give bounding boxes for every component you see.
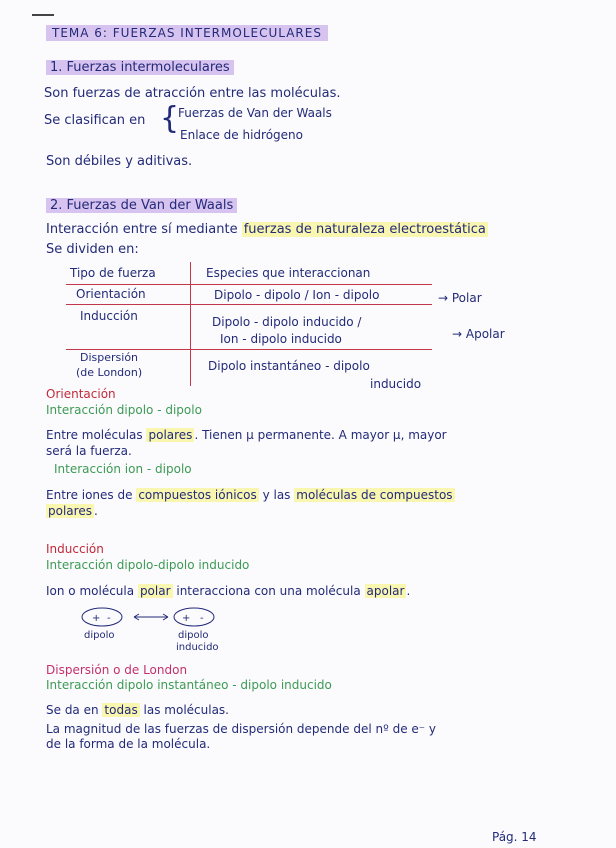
section-1-definition: Son fuerzas de atracción entre las moléculas. <box>44 86 341 101</box>
induction-line-1-mid: interacciona con una molécula <box>176 584 361 598</box>
orientation-ion-line-1-mid: y las <box>262 488 291 502</box>
dispersion-line-1-post: las moléculas. <box>143 703 229 717</box>
page-title-text: TEMA 6: FUERZAS INTERMOLECULARES <box>46 25 328 41</box>
orientation-ion-line-1 <box>46 488 455 502</box>
section-1-heading-text: 1. Fuerzas intermoleculares <box>46 60 234 75</box>
orientation-subheading-dipole: Interacción dipolo - dipolo <box>46 403 202 417</box>
section-1-heading <box>46 60 234 75</box>
table-row1-rule <box>66 304 432 305</box>
dipole-diagram <box>76 604 226 630</box>
dispersion-all-highlight: todas <box>104 703 138 717</box>
diagram-label-induced-2: inducido <box>176 642 219 653</box>
orientation-heading: Orientación <box>46 387 116 401</box>
orientation-ion-molecules-highlight: moléculas de compuestos <box>296 488 453 502</box>
induction-apolar-highlight: apolar <box>366 584 405 598</box>
classify-brace: { <box>160 101 180 136</box>
page-title <box>46 26 328 40</box>
induction-polar-highlight: polar <box>139 584 171 598</box>
table-row-induction-species-2: Ion - dipolo inducido <box>220 332 342 346</box>
top-mark <box>32 14 54 16</box>
dispersion-line-3: de la forma de la molécula. <box>46 737 211 751</box>
table-row-dispersion-species-2: inducido <box>370 377 422 391</box>
table-header-type: Tipo de fuerza <box>70 266 156 280</box>
table-header-rule <box>66 284 432 285</box>
vdw-definition-highlight: fuerzas de naturaleza electroestática <box>243 222 486 237</box>
dispersion-heading: Dispersión o de London <box>46 663 188 677</box>
orientation-ion-line-1-pre: Entre iones de <box>46 488 133 502</box>
orientation-ion-line-2-post: . <box>93 504 98 518</box>
dispersion-line-1 <box>46 703 229 717</box>
table-row-orientation-species: Dipolo - dipolo / Ion - dipolo <box>214 288 380 302</box>
table-row-induction-species-1: Dipolo - dipolo inducido / <box>212 315 362 329</box>
induction-line-1 <box>46 584 410 598</box>
section-2-heading <box>46 198 237 213</box>
dipole-minus-sign: - <box>107 613 111 624</box>
classify-prefix: Se clasifican en <box>44 113 146 128</box>
orientation-subheading-ion: Interacción ion - dipolo <box>54 462 192 476</box>
orientation-dipole-polar-highlight: polares <box>148 428 193 442</box>
induction-subheading: Interacción dipolo-dipolo inducido <box>46 558 250 572</box>
vdw-definition-pre: Interacción entre sí mediante <box>46 222 238 237</box>
diagram-label-dipole: dipolo <box>84 630 115 641</box>
table-row2-rule <box>66 349 432 350</box>
page-number: Pág. 14 <box>492 830 537 844</box>
table-row-dispersion-type-1: Dispersión <box>80 351 139 364</box>
classify-item-vdw: Fuerzas de Van der Waals <box>178 106 332 120</box>
orientation-dipole-line-1-post: . Tienen μ permanente. A mayor μ, mayor <box>194 428 447 442</box>
orientation-ion-polar-highlight: polares <box>48 504 92 518</box>
dipole-ellipse <box>82 608 122 626</box>
induction-line-1-post: . <box>406 584 411 598</box>
table-header-species: Especies que interaccionan <box>206 266 371 280</box>
dispersion-line-1-pre: Se da en <box>46 703 99 717</box>
induction-line-1-pre: Ion o molécula <box>46 584 135 598</box>
table-column-rule <box>190 262 191 386</box>
orientation-dipole-line-2: será la fuerza. <box>46 444 132 458</box>
table-row-induction-type: Inducción <box>80 309 138 323</box>
orientation-ion-line-2 <box>46 504 98 518</box>
table-row-dispersion-type-2: (de London) <box>76 366 143 379</box>
vdw-divided: Se dividen en: <box>46 242 139 257</box>
dispersion-line-2: La magnitud de las fuerzas de dispersión depende del nº de e⁻ y <box>46 722 437 736</box>
classify-item-hbond: Enlace de hidrógeno <box>180 128 303 142</box>
induced-dipole-plus-sign: + <box>182 613 191 624</box>
section-2-heading-text: 2. Fuerzas de Van der Waals <box>46 198 237 213</box>
orientation-ion-ionic-highlight: compuestos iónicos <box>138 488 257 502</box>
induction-heading: Inducción <box>46 542 104 556</box>
orientation-dipole-line-1 <box>46 428 447 442</box>
induced-dipole-ellipse <box>174 608 214 626</box>
table-row-dispersion-species-1: Dipolo instantáneo - dipolo <box>208 359 370 373</box>
arrow-apolar-label: → Apolar <box>452 327 505 341</box>
section-1-properties: Son débiles y aditivas. <box>46 154 193 169</box>
table-row-orientation-type: Orientación <box>76 287 146 301</box>
diagram-label-induced-1: dipolo <box>178 630 209 641</box>
induced-dipole-minus-sign: - <box>200 613 204 624</box>
arrow-polar-label: → Polar <box>438 291 482 305</box>
orientation-dipole-line-1-pre: Entre moléculas <box>46 428 143 442</box>
dispersion-subheading: Interacción dipolo instantáneo - dipolo inducido <box>46 678 332 692</box>
vdw-definition <box>46 222 488 237</box>
dipole-plus-sign: + <box>92 613 101 624</box>
